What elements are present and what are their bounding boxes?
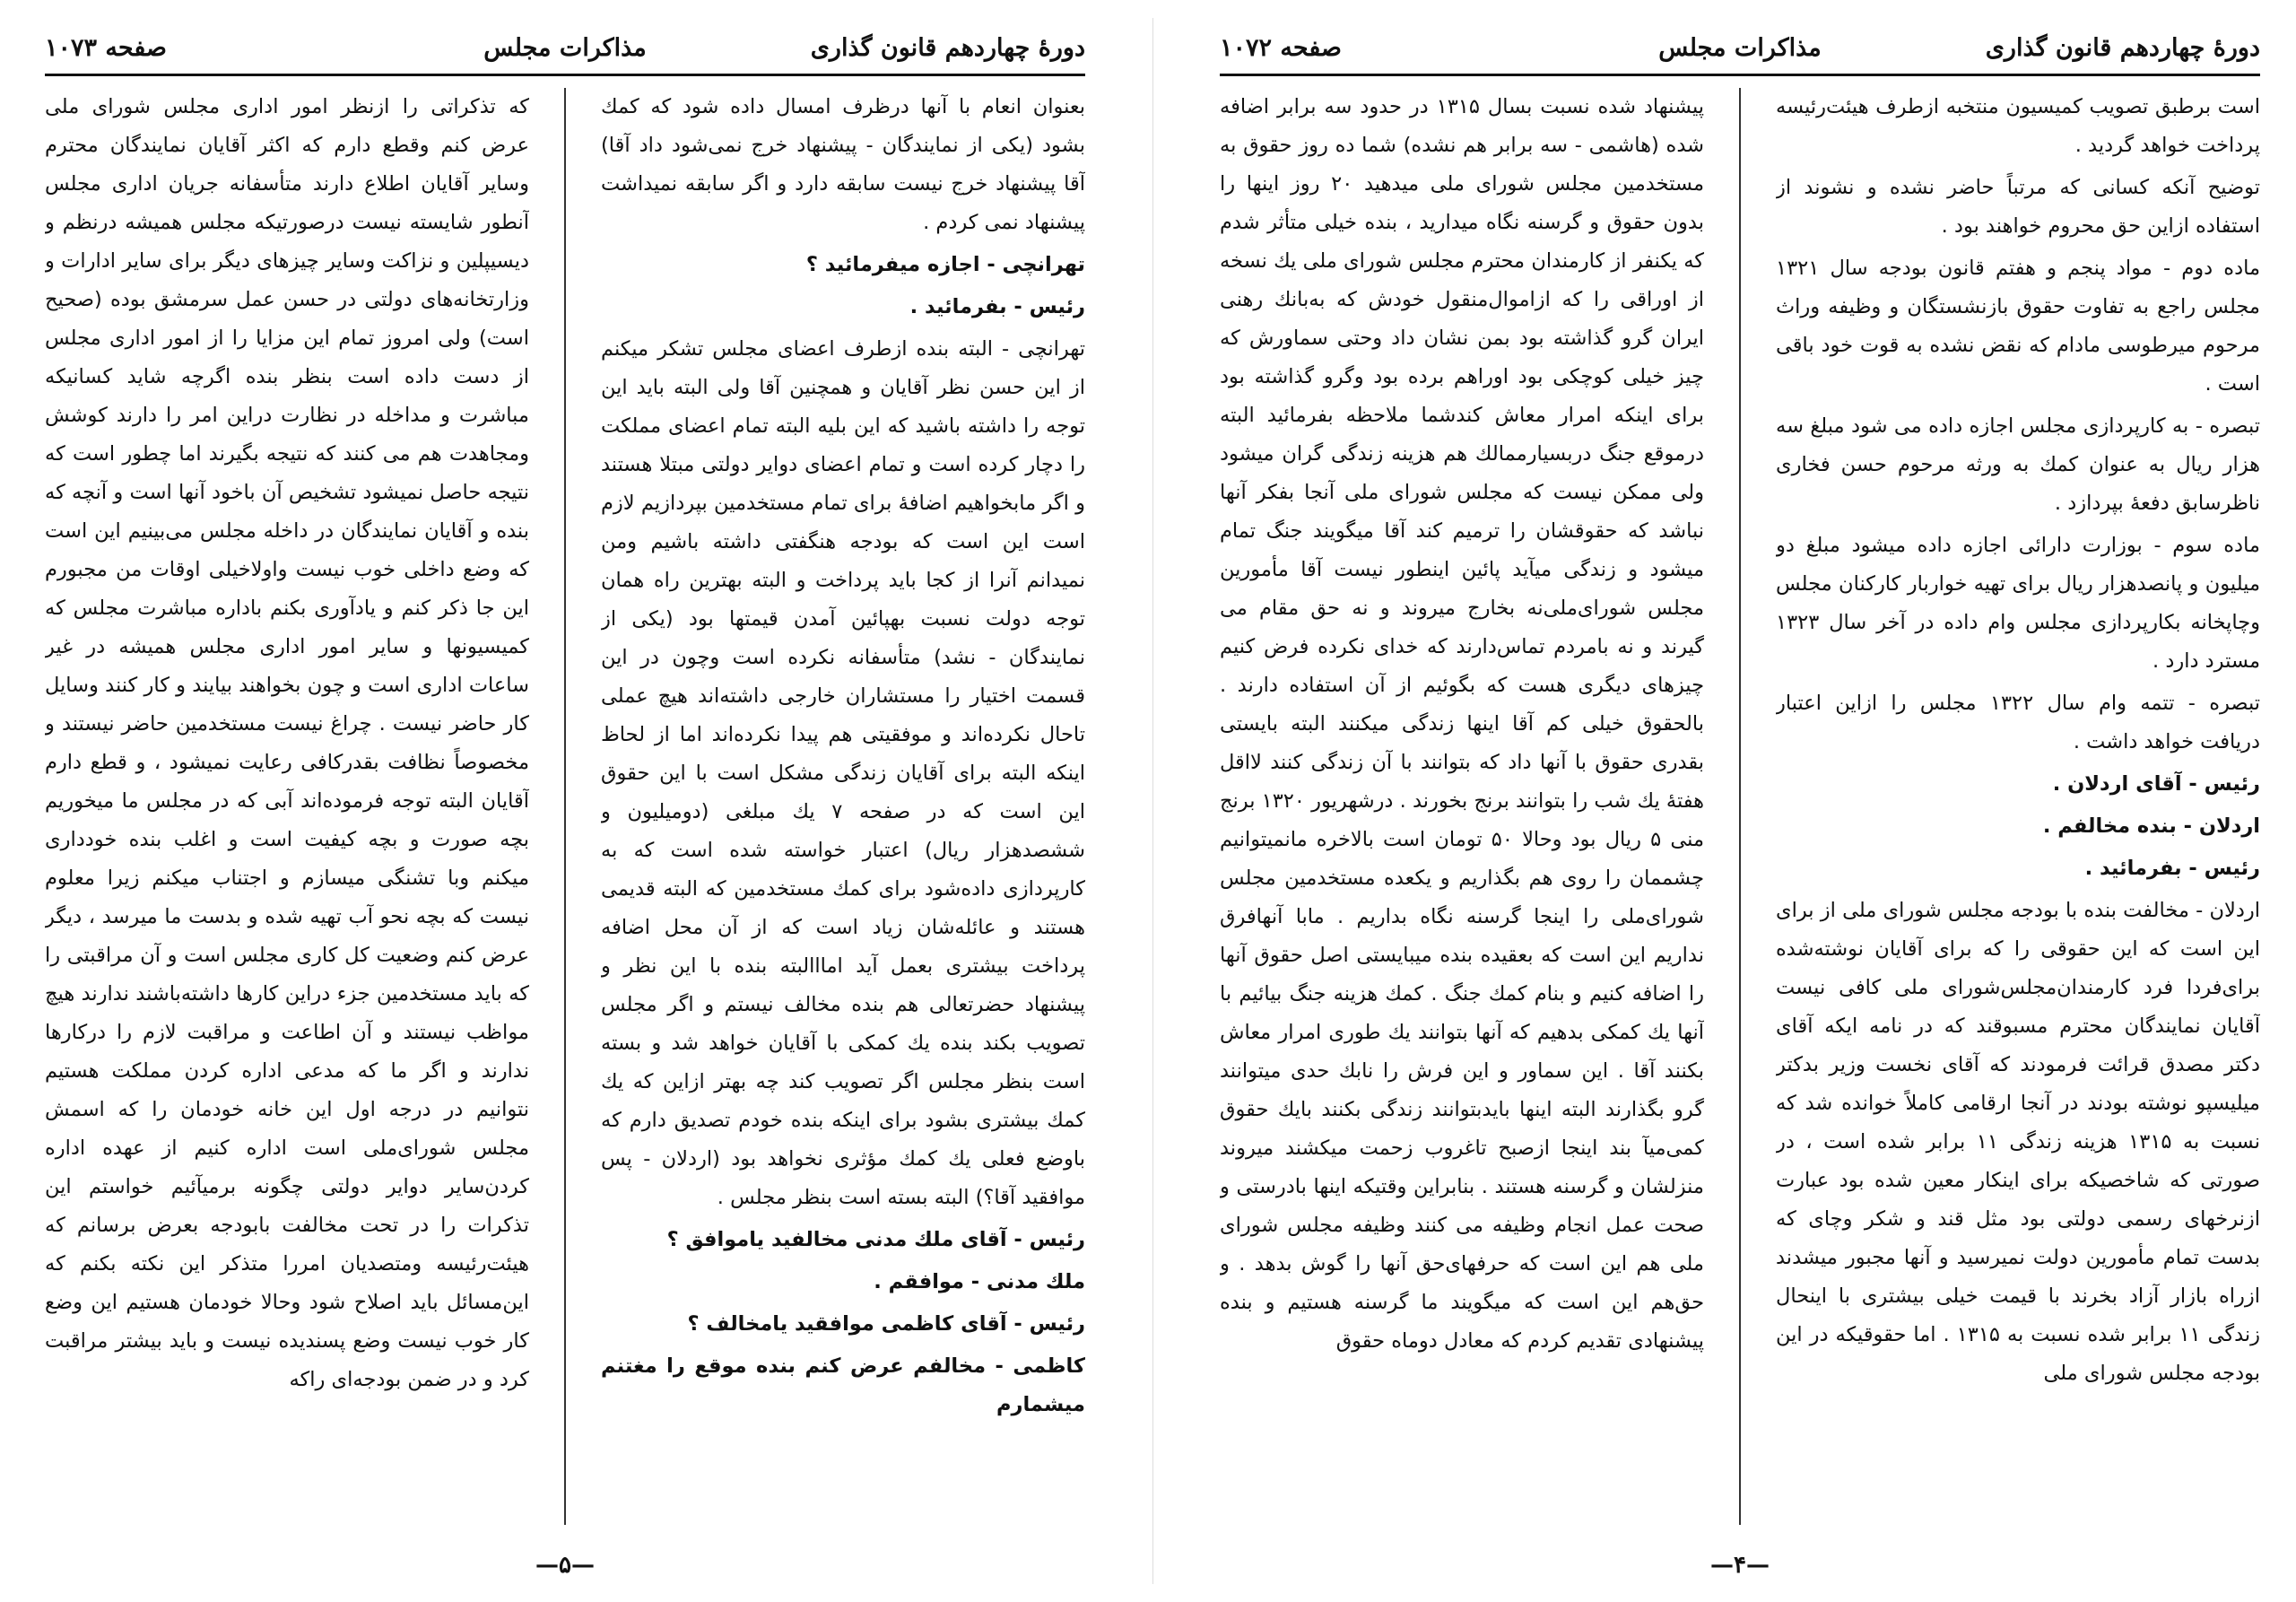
book-fold — [1152, 18, 1153, 1584]
column-divider — [1739, 88, 1741, 1525]
paragraph: تهرانچی - البته بنده ازطرف اعضای مجلس تشکر میکنم از این حسن نظر آقایان و همچنین آقا ولی البته باید این توجه را داشته باشید که این بلیه البته تمام اعضای مملکت را دچار کرده است و تمام اعضای دوایر دولتی مبتلا هستند و اگر مابخواهیم اضافهٔ برای تمام مستخدمین بپردازیم لازم است این است که بودجه هنگفتی داشته باشیم ومن نمیدانم آنرا از کجا باید پرداخت و البته بهترین راه همان توجه دولت نسبت بهپائین آمدن قیمتها بود (یکی از نمایندگان - نشد) متأسفانه نکرده است وچون در این قسمت اختیار را مستشاران خارجی داشته‌اند هیچ عملی تاحال نکرده‌اند و موفقیتی هم پیدا نکرده‌اند اما از لحاظ اینکه البته برای آقایان زندگی مشکل است با این حقوق این است که در صفحه ۷ یك مبلغی (دومیلیون و ششصدهزار ریال) اعتبار خواسته شده است که به کارپردازی داده‌شود برای کمك مستخدمین که البته قدیمی هستند و عائله‌شان زیاد است که از آن محل اضافه پرداخت بیشتری بعمل آید امااالبته بنده با این نظر و پیشنهاد حضرتعالی هم بنده مخالف نیستم و اگر مجلس تصویب بکند بنده یك کمکی با آقایان خواهد شد و بسته است بنظر مجلس اگر تصویب کند چه بهتر ازاین که یك کمك بیشتری بشود برای اینکه بنده خودم تصدیق دارم که باوضع فعلی یك کمك مؤثری نخواهد بود (اردلان - پس موافقید آقا؟) البته بسته است بنظر مجلس . — [601, 337, 1085, 1209]
paragraph: تهرانچی - اجازه میفرمائید ؟ — [805, 253, 1085, 276]
column-left — [1220, 88, 1704, 1525]
page-number: —۴— — [1710, 1552, 1770, 1579]
paragraph: اردلان - مخالفت بنده با بودجه مجلس شورای ملی از برای این است که این حقوقی را که برای آقایان نوشته‌شده برای‌فردا فرد کارمندان‌مجلس‌شورای ملی کافی نیست آقایان نمایندگان محترم مسبوقند که در نامه ایکه آقای دکتر مصدق قرائت فرمودند که آقای نخست وزیر بدکتر میلیسپو نوشته بودند در آنجا ارقامی کاملاً خوانده شد که نسبت به ۱۳۱۵ هزینه زندگی ۱۱ برابر شده است ، در صورتی که شاخصیکه برای اینکار معین شده بود عبارت ازنرخهای رسمی دولتی بود مثل قند و شکر وچای که بدست تمام مأمورین دولت نمیرسید و آنها مجبور میشدند ازراه بازار آزاد بخرند با قیمت خیلی بیشتری با اینحال زندگی ۱۱ برابر شده نسبت به ۱۳۱۵ . اما حقوقیکه در این بودجه مجلس شورای ملی — [1776, 899, 2260, 1385]
header-rule — [45, 74, 1085, 76]
column-divider — [564, 88, 566, 1525]
paragraph: پیشنهاد شده نسبت بسال ۱۳۱۵ در حدود سه برابر اضافه شده (هاشمی - سه برابر هم نشده) شما ده روز حقوق به مستخدمین مجلس شورای ملی میدهید ۲۰ روز اینها را بدون حقوق و گرسنه نگاه میدارید ، بنده خیلی متأثر شدم که یکنفر از کارمندان محترم مجلس شورای ملی یك نسخه از اوراقی را که ازاموال‌منقول خودش که به‌بانك رهنی ایران گرو گذاشته بود بمن نشان داد وحتی سماورش که چیز خیلی کوچکی بود اوراهم برده بود وگرو گذاشته بود برای اینکه امرار معاش کندشما ملاحظه بفرمائید البته درموقع جنگ دربسیارممالك هم هزینه زندگی گران میشود ولی ممکن نیست که مجلس شورای ملی آنجا بفکر آنها نباشد که حقوقشان را ترمیم کند آقا میگویند جنگ تمام میشود و زندگی میآید پائین اینطور نیست آقا مأمورین مجلس شورای‌ملی‌نه بخارج میروند و نه حق مقام می گیرند و نه بامردم تماس‌دارند که خدای نکرده فرض کنیم چیزهای دیگری هست که بگوئیم از آن استفاده دارند . بالحقوق خیلی کم آقا اینها زندگی میکنند البته بایستی بقدری حقوق با آنها داد که بتوانند با آن زندگی کنند لااقل هفتهٔ یك شب را بتوانند برنج بخورند . درشهریور ۱۳۲۰ برنج منی ۵ ریال بود وحالا ۵۰ تومان است بالاخره مانمیتوانیم چشممان را روی هم بگذاریم و یکعده مستخدمین مجلس شورای‌ملی را اینجا گرسنه نگاه بداریم . مابا آنهافرق نداریم این است که بعقیده بنده میبایستی اصل حقوق آنها را اضافه کنیم و بنام کمك جنگ . کمك هزینه جنگ بیائیم با آنها یك کمکی بدهیم که آنها بتوانند یك طوری امرار معاش بکنند آقا . این سماور و این فرش را نابك حدی میتوانند گرو بگذارند البته اینها بایدبتوانند زندگی بکنند بایك حقوق کمی‌میآ بند اینجا ازصبح تاغروب زحمت میکشند میروند منزلشان و گرسنه هستند . بنابراین وقتیکه اینها بادرستی و صحت عمل انجام وظیفه می کنند وظیفه مجلس شورای ملی هم این است که حرفهای‌حق آنها را گوش بدهد . و حق‌هم این است که میگویند ما گرسنه هستیم و بنده پیشنهادی تقدیم کردم که معادل دوماه حقوق — [1220, 95, 1704, 1353]
paragraph: رئیس - بفرمائید . — [909, 295, 1085, 318]
paragraph: بعنوان انعام با آنها درظرف امسال داده شود که کمك بشود (یکی از نمایندگان - پیشنهاد خرج نمی‌شود داد آقا) آقا پیشنهاد خرج نیست سابقه دارد و اگر سابقه نمیداشت پیشنهاد نمی کردم . — [601, 95, 1085, 234]
page-1072 — [1220, 27, 2260, 1579]
paragraph: رئیس - آقای ملك مدنی مخالفید یاموافق ؟ — [666, 1228, 1085, 1251]
column-right — [601, 88, 1085, 1525]
header-page-label: صفحه ۱۰۷۲ — [1220, 34, 1342, 62]
paragraph: رئیس - آقای کاظمی موافقید یامخالف ؟ — [687, 1312, 1085, 1336]
paragraph: کاظمی - مخالفم عرض کنم بنده موقع را مغتنم میشمارم — [601, 1354, 1085, 1416]
paragraph: اردلان - بنده مخالفم . — [2042, 814, 2260, 838]
paragraph: توضیح آنکه کسانی که مرتباً حاضر نشده و نشوند از استفاده ازاین حق محروم خواهند بود . — [1776, 176, 2260, 238]
paragraph: ماده سوم - بوزارت دارائی اجازه داده میشود مبلغ دو میلیون و پانصدهزار ریال برای تهیه خواربار کارکنان مجلس وچاپخانه بکارپردازی مجلس وام داده در آخر سال ۱۳۲۳ مسترد دارد . — [1776, 534, 2260, 673]
paragraph: ماده دوم - مواد پنجم و هفتم قانون بودجه سال ۱۳۲۱ مجلس راجع به تفاوت حقوق بازنشستگان و وظیفه وراث مرحوم میرطوسی مادام که نقض نشده به قوت خود باقی است . — [1776, 257, 2260, 396]
header-rule — [1220, 74, 2260, 76]
paragraph: تبصره - به کارپردازی مجلس اجازه داده می شود مبلغ سه هزار ریال به عنوان کمك به ورثه مرحوم حسن فخاری ناظرسابق دفعهٔ بپردازد . — [1776, 414, 2260, 515]
column-right — [1776, 88, 2260, 1525]
header-page-label: صفحه ۱۰۷۳ — [45, 34, 167, 62]
header-section: مذاکرات مجلس — [483, 34, 647, 62]
text-columns — [45, 88, 1085, 1525]
column-left — [45, 88, 529, 1525]
page-number: —۵— — [535, 1552, 595, 1579]
page-1073 — [45, 27, 1085, 1579]
paragraph: تبصره - تتمه وام سال ۱۳۲۲ مجلس را ازاین اعتبار دریافت خواهد داشت . — [1776, 692, 2260, 753]
paragraph: است برطبق تصویب کمیسیون منتخبه ازطرف هیئت‌رئیسه پرداخت خواهد گردید . — [1776, 95, 2260, 157]
paragraph: ملك مدنی - موافقم . — [874, 1270, 1085, 1293]
paragraph: که تذکراتی را ازنظر امور اداری مجلس شورای ملی عرض کنم وقطع دارم که اکثر آقایان نمایندگان محترم وسایر آقایان اطلاع دارند متأسفانه جریان اداری مجلس آنطور شایسته نیست درصورتیکه مجلس همیشه درنظم و دیسیپلین و نزاکت وسایر چیزهای دیگر برای سایر ادارات و وزارتخانه‌های دولتی در حسن عمل سرمشق بوده (صحیح است) ولی امروز تمام این مزایا را از امور اداری مجلس از دست داده است بنظر بنده اگرچه شاید کسانیکه مباشرت و مداخله در نظارت دراین امر را دارند کوشش ومجاهدت هم می کنند که نتیجه بگیرند اما چطور است که نتیجه حاصل نمیشود تشخیص آن باخود آنها است و آنچه که بنده و آقایان نمایندگان در داخله مجلس می‌بینیم این است که وضع داخلی خوب نیست واولاخیلی اوقات من مجبورم این جا ذکر کنم و یادآوری بکنم باداره مباشرت مجلس که کمیسیونها و سایر امور اداری مجلس همیشه در غیر ساعات اداری است و چون بخواهند بیایند و کار کنند وسایل کار حاضر نیست . چراغ نیست مستخدمین حاضر نیستند و مخصوصاً نظافت بقدرکافی رعایت نمیشود ، و قطع دارم آقایان البته توجه فرموده‌اند آبی که در مجلس ما میخوریم بچه صورت و بچه کیفیت است و اغلب بنده خودداری میکنم وبا تشنگی میسازم و اجتناب میکنم زیرا معلوم نیست که بچه نحو آب تهیه شده و بدست ما میرسد ، دیگر عرض کنم وضعیت کل کاری مجلس است و آن مراقبتی را که باید مستخدمین جزء دراین کارها داشته‌باشند ندارند هیچ مواظب نیستند و آن اطاعت و مراقبت لازم را درکارها ندارند و اگر ما که مدعی اداره کردن مملکت هستیم نتوانیم در درجه اول این خانه خودمان را که اسمش مجلس شورای‌ملی است اداره کنیم از عهده اداره کردن‌سایر دوایر دولتی چگونه برمیآئیم خواستم این تذکرات را در تحت مخالفت بابودجه بعرض برسانم که هیئت‌رئیسه ومتصدیان امررا متذکر این نکته بکنم که این‌مسائل باید اصلاح شود وحالا خودمان هستیم این وضع کار خوب نیست وضع پسندیده نیست و باید بیشتر مراقبت کرد و در ضمن بودجه‌ای راکه — [45, 95, 529, 1391]
page-header — [45, 27, 1085, 72]
text-columns — [1220, 88, 2260, 1525]
header-title: دورهٔ چهاردهم قانون گذاری — [1985, 34, 2260, 62]
header-title: دورهٔ چهاردهم قانون گذاری — [810, 34, 1085, 62]
paragraph: رئیس - بفرمائید . — [2084, 857, 2260, 880]
paragraph: رئیس - آقای اردلان . — [2052, 772, 2260, 796]
page-header — [1220, 27, 2260, 72]
header-section: مذاکرات مجلس — [1658, 34, 1822, 62]
